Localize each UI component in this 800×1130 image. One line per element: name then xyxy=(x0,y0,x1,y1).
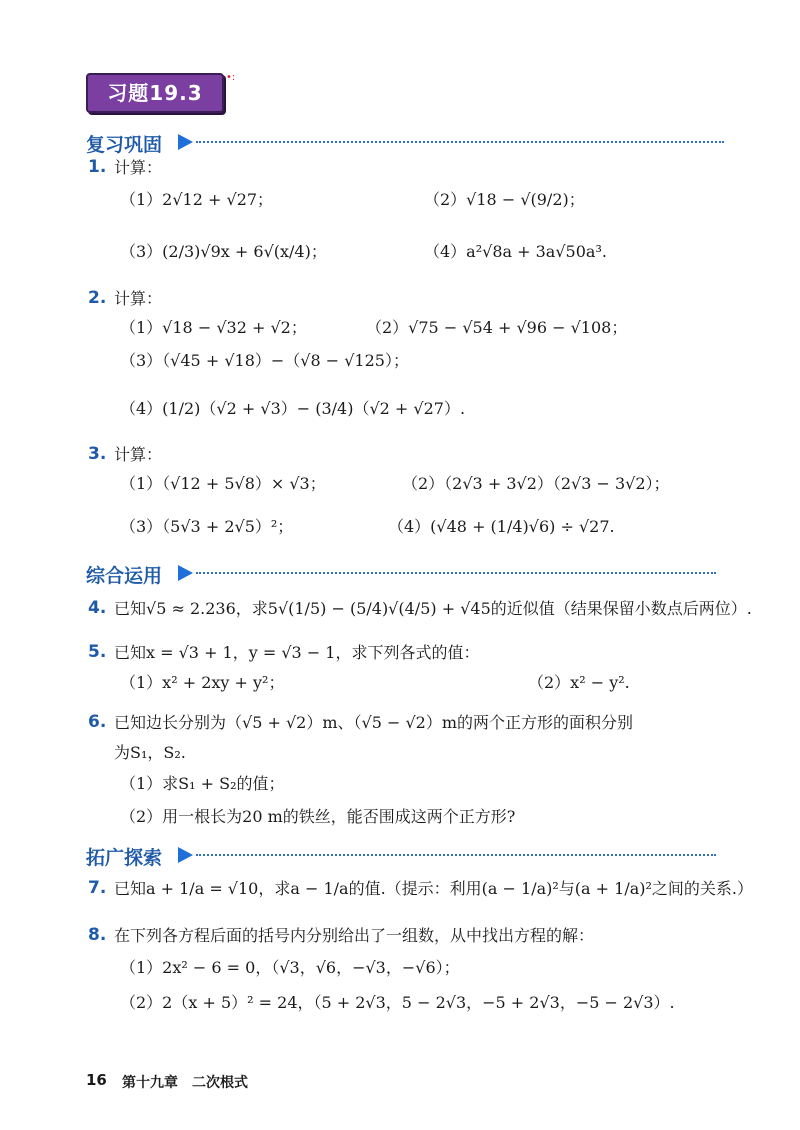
question-number: 3. xyxy=(88,444,107,464)
q5-part-1: （1）x² + 2xy + y²； xyxy=(120,673,285,692)
q2-part-2: （2）√75 − √54 + √96 − √108； xyxy=(366,318,628,337)
q8-part-2: （2）2（x + 5）² = 24，（5 + 2√3，5 − 2√3，−5 + 2√3，−5 − 2√3）. xyxy=(120,993,675,1012)
q6-text-line-1: 已知边长分别为（√5 + √2）m、（√5 − √2）m的两个正方形的面积分别 xyxy=(114,713,634,732)
section-apply-title: 综合运用 xyxy=(86,565,163,587)
question-number: 6. xyxy=(88,712,107,732)
q6-text-line-2: 为S₁，S₂. xyxy=(114,743,186,762)
q6-part-1: （1）求S₁ + S₂的值； xyxy=(120,774,285,793)
question-stem: 计算： xyxy=(114,158,163,177)
question-stem: 计算： xyxy=(114,289,163,308)
q5-text: 已知x = √3 + 1，y = √3 − 1，求下列各式的值： xyxy=(114,643,480,662)
section-arrow-icon xyxy=(178,134,193,150)
q8-part-1: （1）2x² − 6 = 0，（√3，√6，−√3，−√6）； xyxy=(120,958,460,977)
q3-part-1: （1）（√12 + 5√8）× √3； xyxy=(120,474,326,493)
exercise-title: 习题19.3 xyxy=(107,81,203,105)
section-divider xyxy=(196,141,724,143)
question-stem: 计算： xyxy=(114,445,163,464)
section-divider xyxy=(196,854,716,856)
section-arrow-icon xyxy=(178,847,193,863)
q3-part-2: （2）（2√3 + 3√2）（2√3 − 3√2）； xyxy=(402,474,670,493)
section-arrow-icon xyxy=(178,565,193,581)
question-number: 8. xyxy=(88,925,107,945)
q1-part-4: （4）a²√8a + 3a√50a³. xyxy=(424,242,607,261)
q2-part-1: （1）√18 − √32 + √2； xyxy=(120,318,307,337)
section-explore-title: 拓广探索 xyxy=(86,847,163,869)
section-review-title: 复习巩固 xyxy=(86,134,163,156)
q1-part-3: （3）(2/3)√9x + 6√(x/4)； xyxy=(120,242,327,261)
q2-part-3: （3）（√45 + √18）−（√8 − √125）； xyxy=(120,351,409,370)
exercise-title-badge xyxy=(86,73,224,113)
q4-text: 已知√5 ≈ 2.236，求5√(1/5) − (5/4)√(4/5) + √45的近似值（结果保留小数点后两位）. xyxy=(114,599,752,618)
page-number: 16 xyxy=(86,1071,107,1089)
q5-part-2: （2）x² − y². xyxy=(528,673,630,692)
q3-part-3: （3）（5√3 + 2√5）²； xyxy=(120,517,294,536)
q7-text: 已知a + 1/a = √10，求a − 1/a的值.（提示：利用(a − 1/a)²与(a + 1/a)²之间的关系.） xyxy=(114,879,754,898)
section-divider xyxy=(196,572,716,574)
question-number: 7. xyxy=(88,878,107,898)
question-number: 4. xyxy=(88,598,107,618)
chapter-title: 第十九章 二次根式 xyxy=(122,1075,248,1091)
q3-part-4: （4）(√48 + (1/4)√6) ÷ √27. xyxy=(388,517,615,536)
question-number: 2. xyxy=(88,288,107,308)
q8-text: 在下列各方程后面的括号内分别给出了一组数，从中找出方程的解： xyxy=(114,926,595,945)
q1-part-2: （2）√18 − √(9/2)； xyxy=(424,190,585,209)
q6-part-2: （2）用一根长为20 m的铁丝，能否围成这两个正方形? xyxy=(120,807,516,826)
question-number: 1. xyxy=(88,157,107,177)
q2-part-4: （4）(1/2)（√2 + √3）− (3/4)（√2 + √27）. xyxy=(120,399,466,418)
q1-part-1: （1）2√12 + √27； xyxy=(120,190,274,209)
decorative-dots: •: xyxy=(226,72,236,83)
question-number: 5. xyxy=(88,642,107,662)
